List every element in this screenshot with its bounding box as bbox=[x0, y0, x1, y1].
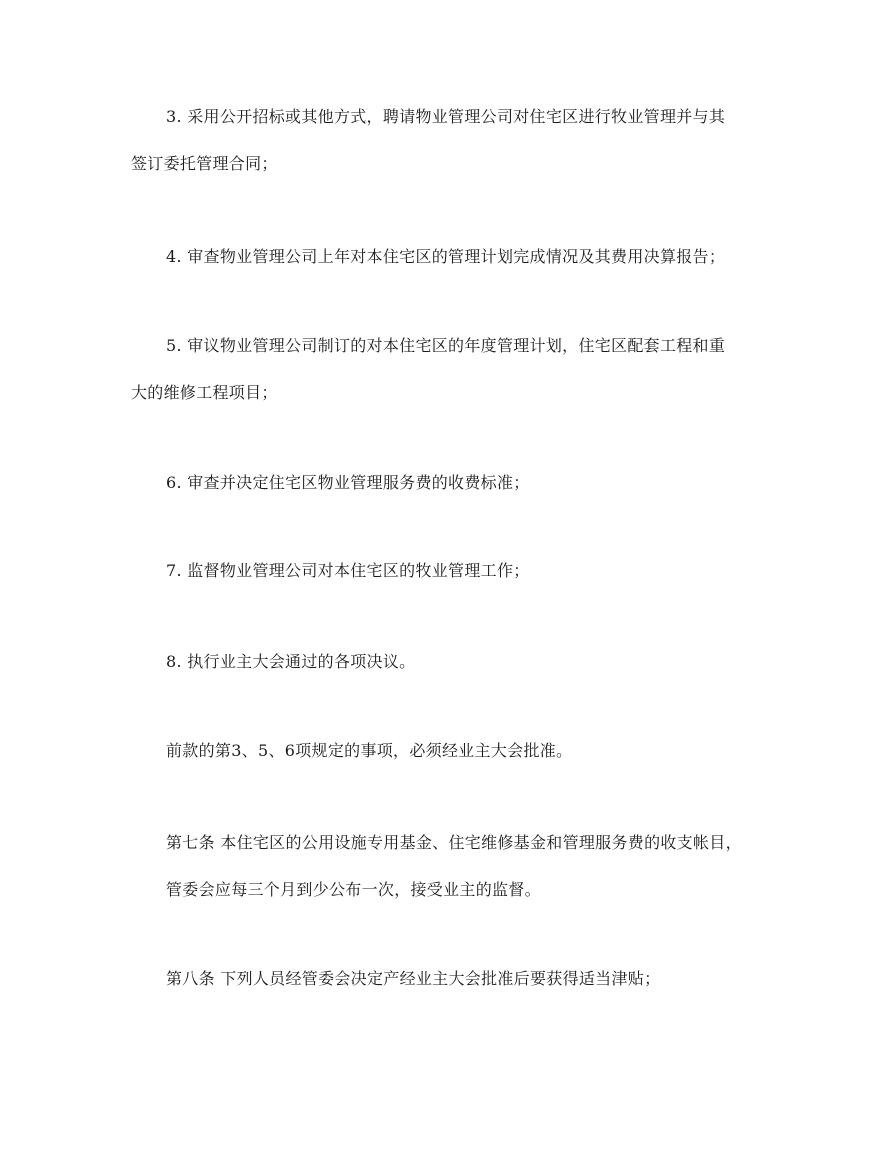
paragraph-item-7 bbox=[166, 547, 778, 594]
paragraph-note bbox=[166, 727, 778, 774]
paragraph-article-7 bbox=[166, 819, 778, 913]
text-line: 签订委托管理合同； bbox=[131, 154, 278, 173]
paragraph-item-4 bbox=[166, 233, 778, 280]
text-line: 前款的第3、5、6项规定的事项，必须经业主大会批准。 bbox=[166, 741, 573, 760]
paragraph-item-8 bbox=[166, 638, 778, 685]
paragraph-item-5 bbox=[131, 322, 778, 416]
text-line: 7. 监督物业管理公司对本住宅区的牧业管理工作； bbox=[166, 561, 530, 580]
paragraph-item-3 bbox=[131, 93, 778, 187]
text-line: 第七条 本住宅区的公用设施专用基金、住宅维修基金和管理服务费的收支帐目， bbox=[166, 833, 742, 852]
text-line: 管委会应每三个月到少公布一次，接受业主的监督。 bbox=[166, 880, 541, 899]
text-line: 8. 执行业主大会通过的各项决议。 bbox=[166, 652, 416, 671]
text-line: 第八条 下列人员经管委会决定产经业主大会批准后要获得适当津贴； bbox=[166, 969, 661, 988]
text-line: 3. 采用公开招标或其他方式，聘请物业管理公司对住宅区进行牧业管理并与其 bbox=[166, 107, 726, 126]
text-line: 4. 审查物业管理公司上年对本住宅区的管理计划完成情况及其费用决算报告； bbox=[166, 247, 726, 266]
text-line: 大的维修工程项目； bbox=[131, 383, 278, 402]
paragraph-item-6 bbox=[166, 459, 778, 506]
text-line: 5. 审议物业管理公司制订的对本住宅区的年度管理计划，住宅区配套工程和重 bbox=[166, 336, 726, 355]
paragraph-article-8 bbox=[166, 955, 778, 1002]
text-line: 6. 审查并决定住宅区物业管理服务费的收费标准； bbox=[166, 473, 530, 492]
